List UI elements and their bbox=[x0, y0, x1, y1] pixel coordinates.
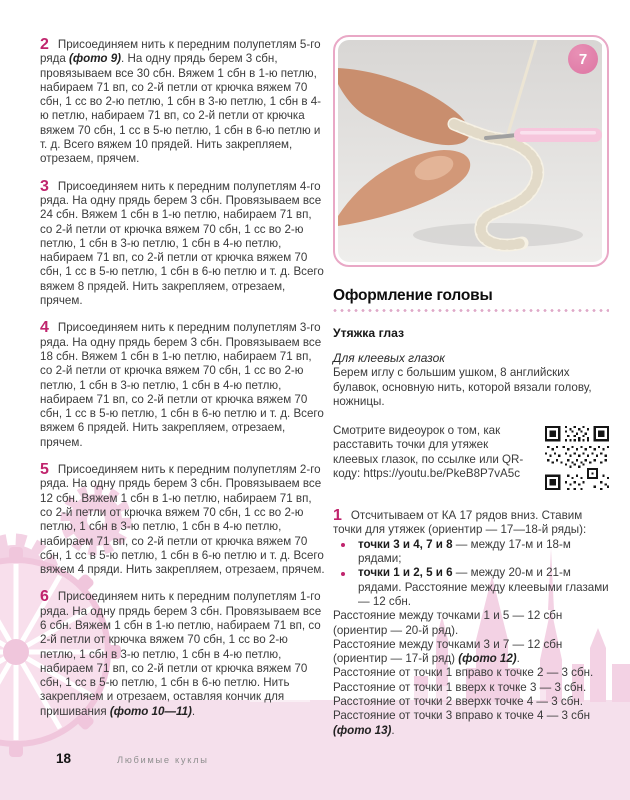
instruction-step-2 bbox=[40, 36, 326, 167]
bullet-bold: точки 1 и 2, 5 и 6 bbox=[358, 566, 453, 580]
left-column bbox=[40, 36, 326, 730]
instruction-step-6 bbox=[40, 588, 326, 719]
bullet-text: — между 17-м и 18-м рядами; bbox=[358, 537, 571, 566]
step-text: . bbox=[191, 704, 196, 718]
photo-reference: (фото 9) bbox=[69, 52, 121, 66]
page-footer bbox=[56, 751, 209, 766]
step-text: . На одну прядь берем 3 сбн, провязываем все 30 сбн. Вяжем 1 сбн в 1-ю петлю, набираем 71 вп, со 2-й петли от крючка вяжем 70 сбн, 1 сс во 2-ю петлю, 1 сбн в 3-ю петлю, 1 сбн в 4-ю петлю, набираем 71 вп, со 2-й петли от крючка вяжем 70 сбн, 1 сс в 5-ю петлю, 1 сбн в 6-ю петлю и т. д. Всего вяжем 10 прядей. Нить закрепляем, отрезаем, прячем. bbox=[40, 52, 322, 166]
subsection-body: Берем иглу с большим ушком, 8 английских булавок, основную нить, которой вязали голову, ножницы. bbox=[333, 366, 592, 408]
step-number: 4 bbox=[40, 319, 49, 337]
page-number: 18 bbox=[56, 751, 72, 766]
distance-line: Расстояние от точки 3 вправо к точке 4 — 3 сбн (фото 13). bbox=[333, 709, 591, 737]
subsection-title: Утяжка глаз bbox=[333, 326, 405, 340]
subsection-lead: Для клеевых глазок bbox=[333, 351, 445, 365]
bullet-item bbox=[333, 538, 609, 567]
step-text: Присоединяем нить к передним полупетлям 5-го ряда bbox=[40, 38, 321, 66]
distance-line: Расстояние между точками 1 и 5 — 12 сбн (ориентир — 20-й ряд). bbox=[333, 609, 563, 637]
distance-line: Расстояние от точки 2 вверхк точке 4 — 3 сбн. bbox=[333, 695, 583, 709]
right-column bbox=[333, 35, 609, 738]
step-photo bbox=[333, 35, 609, 267]
distance-line: Расстояние от точки 1 вверх к точке 3 — 3 сбн. bbox=[333, 680, 587, 694]
step-text: Отсчитываем от КА 17 рядов вниз. Ставим точки для утяжек (ориентир — 17—18-й ряды): bbox=[333, 509, 587, 537]
instruction-step-1 bbox=[333, 507, 609, 538]
step-number: 6 bbox=[40, 588, 49, 606]
step-number: 5 bbox=[40, 461, 49, 479]
step-text: Присоединяем нить к передним полупетлям 1-го ряда. На одну прядь берем 3 сбн. Провязываем все 6 сбн. Вяжем 1 сбн в 1-ю петлю, набираем 71 вп, со 2-й петли от крючка вяжем 70 сбн, 1 сс во 2-ю петлю, 1 сбн в 3-ю петлю, 1 сбн в 4-ю петлю, набираем 71 вп, со 2-й петли от крючка вяжем 70 сбн, 1 сс в 5-ю петлю, 1 сбн в 6-ю петлю. Нить закрепляем и отрезаем, оставляя кончик для пришивания bbox=[40, 590, 322, 718]
step-number: 1 bbox=[333, 507, 342, 525]
step-text: Присоединяем нить к передним полупетлям 4-го ряда. На одну прядь берем 3 сбн. Провязываем все 24 сбн. Вяжем 1 сбн в 1-ю петлю, набираем 71 вп, со 2-й петли от крючка вяжем 70 сбн, 1 сс во 2-ю петлю, 1 сбн в 3-ю петлю, 1 сбн в 4-ю петлю, набираем 71 вп, со 2-й петли от крючка вяжем 70 сбн, 1 сс в 5-ю петлю, 1 сбн в 6-ю петлю и т. д. Всего вяжем 8 прядей. Нить закрепляем, отрезаем, прячем. bbox=[40, 179, 324, 308]
photo-reference: (фото 12) bbox=[458, 652, 517, 666]
book-title: Любимые куклы bbox=[117, 755, 209, 765]
photo-number-badge: 7 bbox=[568, 44, 598, 74]
bullet-bold: точки 3 и 4, 7 и 8 bbox=[358, 537, 453, 551]
photo-reference: (фото 13) bbox=[333, 723, 392, 737]
qr-code bbox=[545, 426, 609, 490]
dotted-divider bbox=[333, 308, 609, 313]
photo-image bbox=[338, 40, 604, 262]
step-number: 3 bbox=[40, 177, 49, 195]
step-number: 2 bbox=[40, 36, 49, 53]
video-tutorial-block bbox=[333, 424, 609, 490]
distance-line: Расстояние от точки 1 вправо к точке 2 — 3 сбн. bbox=[333, 666, 594, 680]
instruction-step-3 bbox=[40, 178, 326, 309]
step-text: Присоединяем нить к передним полупетлям 2-го ряда. На одну прядь берем 3 сбн. Провязываем все 12 сбн. Вяжем 1 сбн в 1-ю петлю, набираем 71 вп, со 2-й петли от крючка вяжем 70 сбн, 1 сс во 2-ю петлю, 1 сбн в 3-ю петлю, 1 сбн в 4-ю петлю, набираем 71 вп, со 2-й петли от крючка вяжем 70 сбн, 1 сс в 5-ю петлю, 1 сбн в 6-ю петлю и т. д. Всего вяжем 4 пряди. Нить закрепляем, отрезаем, прячем. bbox=[40, 463, 325, 577]
step-text: Присоединяем нить к передним полупетлям 3-го ряда. На одну прядь берем 3 сбн. Провязываем все 18 сбн. Вяжем 1 сбн в 1-ю петлю, набираем 71 вп, со 2-й петли от крючка вяжем 70 сбн, 1 сс во 2-ю петлю, 1 сбн в 3-ю петлю, 1 сбн в 4-ю петлю, набираем 71 вп, со 2-й петли от крючка вяжем 70 сбн, 1 сс в 5-ю петлю, 1 сбн в 6-ю петлю и т. д. Всего вяжем 6 прядей. Нить закрепляем, отрезаем, прячем. bbox=[40, 321, 324, 449]
points-list bbox=[333, 538, 609, 609]
photo-reference: (фото 10—11) bbox=[109, 704, 192, 718]
bullet-item bbox=[333, 566, 609, 609]
bullet-text: — между 20-м и 21-м рядами. Расстояние между клеевыми глазами — 12 сбн. bbox=[358, 566, 609, 608]
section-heading: Оформление головы bbox=[333, 287, 493, 304]
instruction-step-4 bbox=[40, 319, 326, 450]
instruction-step-5 bbox=[40, 461, 326, 577]
video-tutorial-text: Смотрите видеоурок о том, как расставить точки для утяжек клеевых глазок, по ссылке или QR-коду: https://youtu.be/PkeB8P7vA5c bbox=[333, 424, 524, 481]
distance-line: Расстояние между точками 3 и 7 — 12 сбн (ориентир — 17-й ряд) (фото 12). bbox=[333, 637, 563, 666]
